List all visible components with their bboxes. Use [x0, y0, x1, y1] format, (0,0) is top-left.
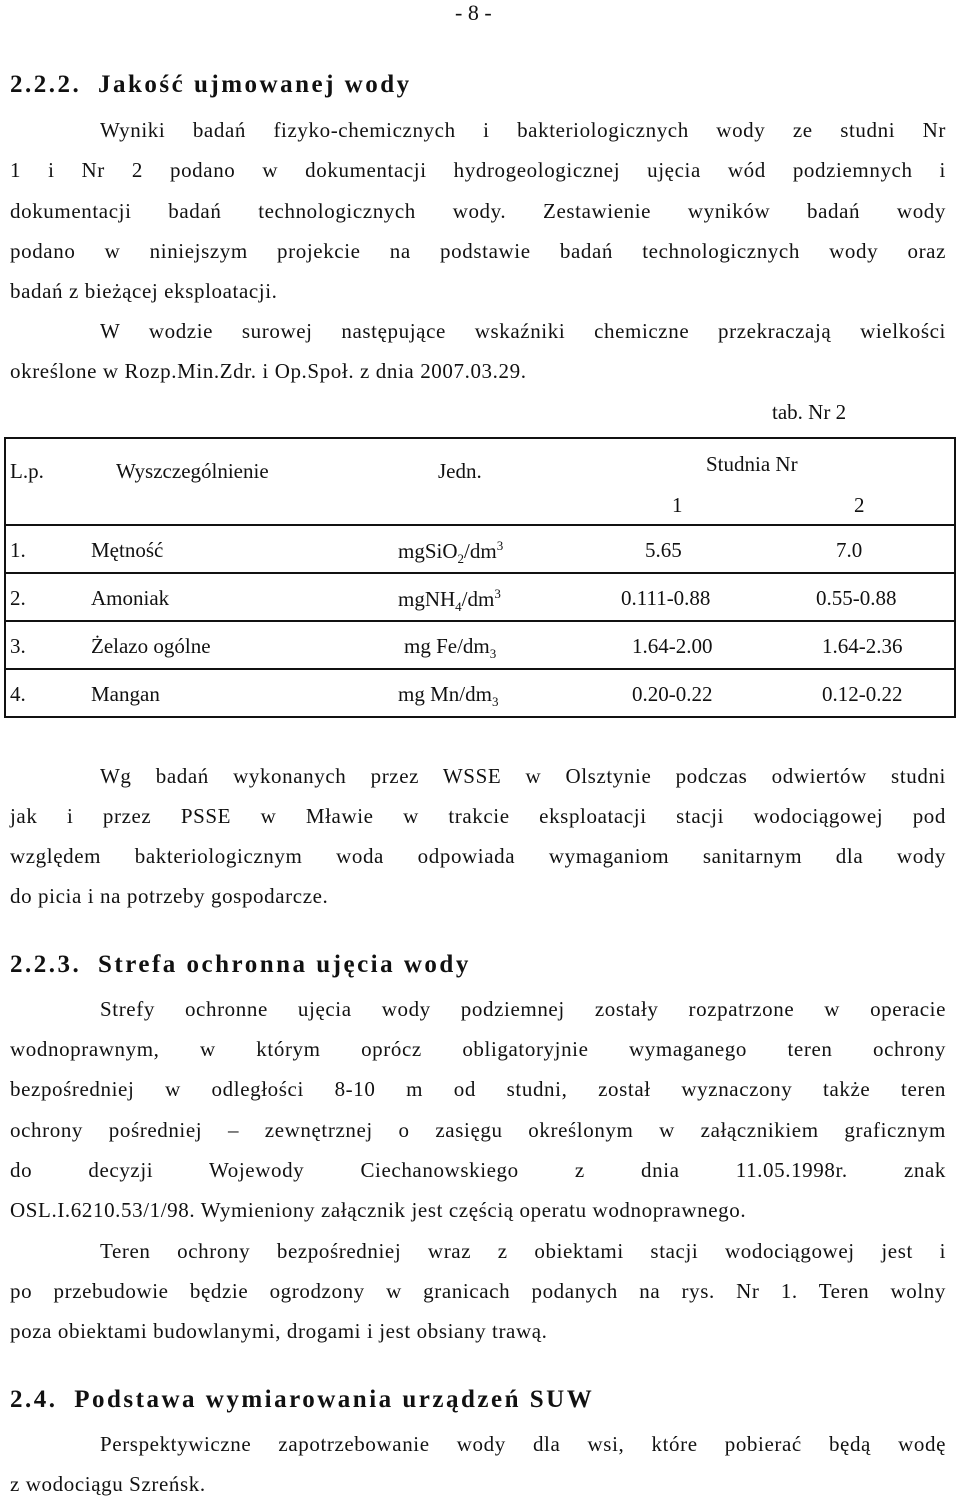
row-well-1: 0.20-0.22: [632, 682, 713, 706]
paragraph-line: badań z bieżącej eksploatacji.: [10, 279, 278, 303]
header-unit: Jedn.: [438, 459, 482, 483]
water-quality-table: [4, 437, 956, 718]
header-item: Wyszczególnienie: [116, 459, 269, 483]
paragraph-line: Teren ochrony bezpośredniej wraz z obiektami stacji wodociągowej jest i: [100, 1239, 946, 1263]
row-item: Mętność: [91, 538, 164, 562]
section-number: 2.2.3.: [10, 951, 82, 978]
row-well-2: 1.64-2.36: [822, 634, 903, 658]
header-lp: L.p.: [10, 459, 44, 483]
section-heading-2-4: [10, 1386, 594, 1414]
paragraph-line: Perspektywiczne zapotrzebowanie wody dla wsi, które pobierać będą wodę: [100, 1432, 946, 1456]
row-well-2: 0.55-0.88: [816, 586, 897, 610]
row-lp: 3.: [10, 634, 26, 658]
section-title: Podstawa wymiarowania urządzeń SUW: [74, 1386, 595, 1413]
row-item: Mangan: [91, 682, 160, 706]
paragraph-line: do decyzji Wojewody Ciechanowskiego z dnia 11.05.1998r. znak: [10, 1158, 946, 1182]
paragraph-line: do picia i na potrzeby gospodarcze.: [10, 884, 329, 908]
section-number: 2.2.2.: [10, 71, 82, 98]
row-well-1: 5.65: [645, 538, 682, 562]
paragraph-line: jak i przez PSSE w Mławie w trakcie eksploatacji stacji wodociągowej pod: [10, 804, 946, 828]
paragraph-line: Strefy ochronne ujęcia wody podziemnej zostały rozpatrzone w operacie: [100, 997, 946, 1021]
row-well-1: 1.64-2.00: [632, 634, 713, 658]
header-well-1: 1: [672, 493, 683, 517]
paragraph-line: poza obiektami budowlanymi, drogami i jest obsiany trawą.: [10, 1319, 548, 1343]
paragraph-line: po przebudowie będzie ogrodzony w granicach podanych na rys. Nr 1. Teren wolny: [10, 1279, 946, 1303]
paragraph-line: OSL.I.6210.53/1/98. Wymieniony załącznik jest częścią operatu wodnoprawnego.: [10, 1198, 747, 1222]
row-lp: 4.: [10, 682, 26, 706]
paragraph-line: względem bakteriologicznym woda odpowiada wymaganiom sanitarnym dla wody: [10, 844, 946, 868]
row-well-2: 7.0: [836, 538, 863, 562]
header-well-2: 2: [854, 493, 865, 517]
paragraph-line: ochrony pośredniej – zewnętrznej o zasięgu określonym w załącznikiem graficznym: [10, 1118, 946, 1142]
section-title: Strefa ochronna ujęcia wody: [98, 951, 471, 978]
row-lp: 2.: [10, 586, 26, 610]
row-unit: $mgSiO_2/dm^3$: [398, 538, 504, 566]
section-heading-2-2-2: [10, 71, 412, 99]
paragraph-line: wodnoprawnym, w którym oprócz obligatoryjnie wymaganego teren ochrony: [10, 1037, 946, 1061]
paragraph-line: 1 i Nr 2 podano w dokumentacji hydrogeologicznej ujęcia wód podziemnych i: [10, 158, 946, 182]
paragraph-line: bezpośredniej w odległości 8-10 m od studni, został wyznaczony także teren: [10, 1077, 946, 1101]
row-unit: mg $Mn/dm_3$: [398, 682, 499, 709]
row-item: Amoniak: [91, 586, 170, 610]
header-wells: Studnia Nr: [706, 452, 798, 476]
row-unit: mg $Fe/dm_3$: [404, 634, 497, 661]
page-number: - 8 -: [455, 0, 492, 25]
section-heading-2-2-3: [10, 951, 471, 979]
paragraph-line: z wodociągu Szreńsk.: [10, 1472, 206, 1496]
section-number: 2.4.: [10, 1386, 58, 1413]
table-caption: tab. Nr 2: [772, 400, 847, 424]
row-well-2: 0.12-0.22: [822, 682, 903, 706]
paragraph-line: dokumentacji badań technologicznych wody. Zestawienie wyników badań wody: [10, 199, 946, 223]
paragraph-line: podano w niniejszym projekcie na podstawie badań technologicznych wody oraz: [10, 239, 946, 263]
paragraph-line: Wg badań wykonanych przez WSSE w Olsztynie podczas odwiertów studni: [100, 764, 946, 788]
section-title: Jakość ujmowanej wody: [98, 71, 412, 98]
row-lp: 1.: [10, 538, 26, 562]
row-item: Żelazo ogólne: [91, 634, 211, 658]
paragraph-line: Wyniki badań fizyko-chemicznych i bakteriologicznych wody ze studni Nr: [100, 118, 946, 142]
row-well-1: 0.111-0.88: [621, 586, 711, 610]
paragraph-line: W wodzie surowej następujące wskaźniki chemiczne przekraczają wielkości: [100, 319, 946, 343]
row-unit: $mgNH_4/dm^3$: [398, 586, 501, 614]
paragraph-line: określone w Rozp.Min.Zdr. i Op.Społ. z dnia 2007.03.29.: [10, 359, 527, 383]
